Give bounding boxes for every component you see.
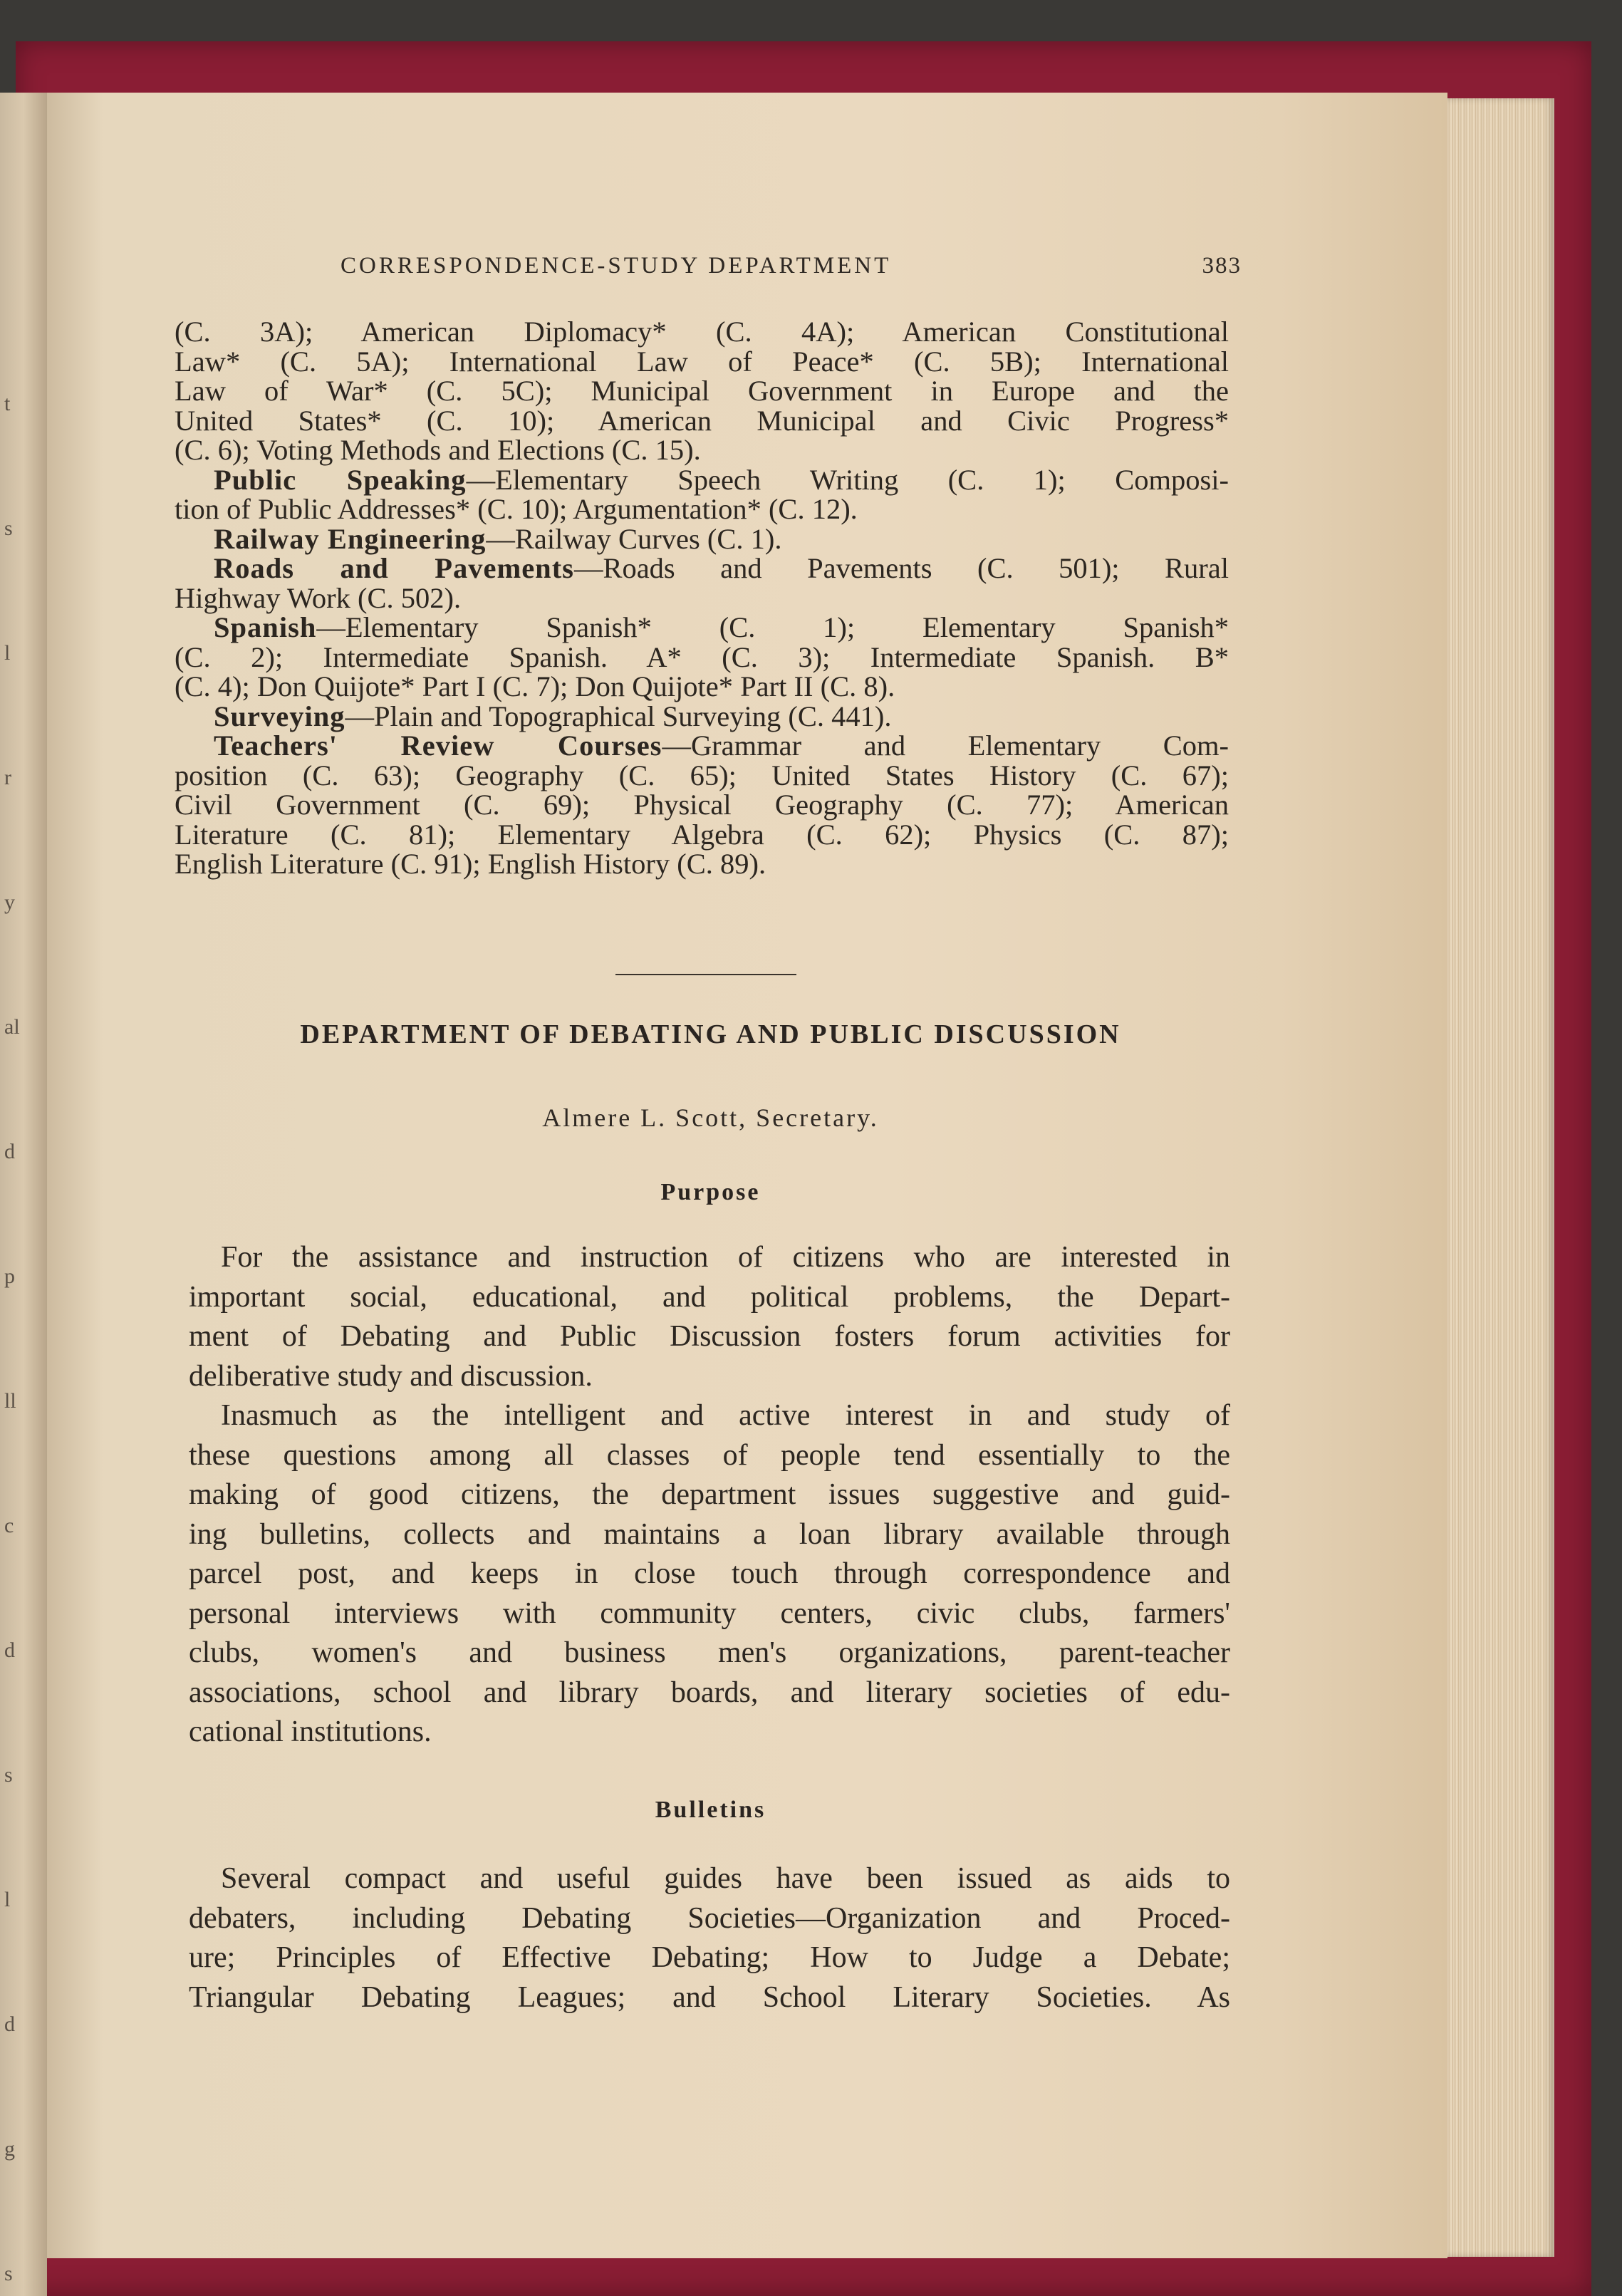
course-text: —Railway Curves (C. 1).: [486, 522, 782, 555]
course-subject: Railway Engineering: [214, 522, 487, 555]
course-text: (C. 4); Don Quijote* Part I (C. 7); Don Quijote* Part II (C. 8).: [175, 670, 895, 702]
course-text: Literature (C. 81); Elementary Algebra (C. 62); Physics (C. 87);: [175, 818, 1229, 851]
header-title: CORRESPONDENCE-STUDY DEPARTMENT: [340, 253, 892, 279]
section-divider: [615, 974, 796, 975]
facing-page-fragment: d: [4, 1140, 15, 1163]
facing-page-fragment: g: [4, 2137, 15, 2161]
course-line: [175, 465, 1229, 495]
course-text: —Plain and Topographical Surveying (C. 441).: [345, 700, 892, 732]
facing-page-fragment: c: [4, 1514, 14, 1537]
course-line: [175, 583, 1229, 613]
facing-page-fragment: t: [4, 392, 11, 415]
course-text: (C. 3A); American Diplomacy* (C. 4A); American Constitutional: [175, 316, 1229, 348]
purpose-line: important social, educational, and political problems, the Depart-: [189, 1280, 1230, 1314]
bulletins-line: Several compact and useful guides have been issued as aids to: [221, 1862, 1230, 1895]
course-subject: Surveying: [214, 700, 345, 732]
purpose-line: parcel post, and keeps in close touch through correspondence and: [189, 1557, 1230, 1590]
secretary-line: Almere L. Scott, Secretary.: [542, 1103, 879, 1132]
running-header: [340, 253, 1242, 279]
facing-page-fragment: ll: [4, 1389, 16, 1413]
facing-page-fragment: r: [4, 766, 11, 789]
purpose-line: ing bulletins, collects and maintains a loan library available through: [189, 1517, 1230, 1551]
purpose-line: associations, school and library boards, and literary societies of edu-: [189, 1676, 1230, 1709]
course-line: [175, 849, 1229, 879]
course-subject: Spanish: [214, 611, 317, 643]
bulletins-line: debaters, including Debating Societies—Organization and Proced-: [189, 1901, 1230, 1935]
facing-page-fragment: d: [4, 1638, 15, 1662]
course-line: [175, 317, 1229, 347]
bulletins-heading: Bulletins: [655, 1797, 766, 1823]
course-line: [175, 613, 1229, 643]
course-text: —Grammar and Elementary Com-: [662, 729, 1229, 762]
course-line: [175, 820, 1229, 850]
facing-page-fragment: l: [4, 641, 11, 665]
course-text: tion of Public Addresses* (C. 10); Argumentation* (C. 12).: [175, 493, 858, 525]
page-number: 383: [1202, 253, 1242, 279]
facing-page-fragment: y: [4, 890, 15, 914]
purpose-line: these questions among all classes of people tend essentially to the: [189, 1438, 1230, 1472]
course-subject: Public Speaking: [214, 463, 467, 496]
course-text: United States* (C. 10); American Municipal and Civic Progress*: [175, 404, 1229, 437]
department-title: DEPARTMENT OF DEBATING AND PUBLIC DISCUSSION: [300, 1019, 1121, 1049]
course-line: [175, 347, 1229, 377]
course-text: Law* (C. 5A); International Law of Peace* (C. 5B); International: [175, 345, 1229, 378]
purpose-line: For the assistance and instruction of citizens who are interested in: [221, 1241, 1230, 1274]
course-line: [175, 672, 1229, 702]
bulletins-body: [189, 1859, 1230, 2017]
facing-page-fragment: d: [4, 2012, 15, 2036]
course-line: [175, 494, 1229, 524]
facing-page-edge: [0, 93, 47, 2296]
course-line: [175, 376, 1229, 406]
course-line: [175, 554, 1229, 583]
course-text: English Literature (C. 91); English History (C. 89).: [175, 848, 766, 880]
course-subject: Roads and Pavements: [214, 552, 574, 584]
bulletins-line: ure; Principles of Effective Debating; How to Judge a Debate;: [189, 1941, 1230, 1974]
course-text: —Roads and Pavements (C. 501); Rural: [573, 552, 1229, 584]
purpose-line: ment of Debating and Public Discussion fosters forum activities for: [189, 1320, 1230, 1353]
course-line: [175, 790, 1229, 820]
course-text: (C. 6); Voting Methods and Elections (C. 15).: [175, 434, 701, 466]
course-line: [175, 524, 1229, 554]
purpose-body: [189, 1238, 1230, 1752]
course-text: (C. 2); Intermediate Spanish. A* (C. 3); Intermediate Spanish. B*: [175, 640, 1229, 673]
purpose-line: making of good citizens, the department issues suggestive and guid-: [189, 1478, 1230, 1511]
course-text: Civil Government (C. 69); Physical Geography (C. 77); American: [175, 789, 1229, 821]
page-edges: [1447, 98, 1554, 2257]
course-subject: Teachers' Review Courses: [214, 729, 662, 762]
course-line: [175, 435, 1229, 465]
course-line: [175, 761, 1229, 791]
course-line: [175, 731, 1229, 761]
purpose-line: personal interviews with community centers, civic clubs, farmers': [189, 1596, 1230, 1630]
purpose-heading: Purpose: [660, 1179, 761, 1205]
facing-page-fragment: p: [4, 1264, 15, 1288]
course-text: position (C. 63); Geography (C. 65); United States History (C. 67);: [175, 759, 1229, 791]
course-line: [175, 640, 1229, 673]
facing-page-fragment: al: [4, 1015, 20, 1039]
purpose-line: deliberative study and discussion.: [189, 1359, 593, 1393]
facing-page-fragment: s: [4, 516, 13, 540]
course-text: Highway Work (C. 502).: [175, 581, 462, 614]
facing-page-fragment: l: [4, 1888, 11, 1911]
course-line: [175, 406, 1229, 436]
purpose-line: clubs, women's and business men's organizations, parent-teacher: [189, 1636, 1230, 1669]
course-text: Law of War* (C. 5C); Municipal Government in Europe and the: [175, 375, 1229, 407]
purpose-line: Inasmuch as the intelligent and active interest in and study of: [221, 1399, 1230, 1432]
facing-page-fragment: s: [4, 2262, 13, 2285]
facing-page-fragment: s: [4, 1763, 13, 1787]
course-text: —Elementary Spanish* (C. 1); Elementary Spanish*: [316, 611, 1229, 643]
course-listing: [175, 317, 1229, 879]
bulletins-line: Triangular Debating Leagues; and School Literary Societies. As: [189, 1980, 1230, 2014]
course-line: [175, 702, 1229, 732]
course-text: —Elementary Speech Writing (C. 1); Composi-: [466, 463, 1230, 496]
purpose-line: cational institutions.: [189, 1715, 432, 1748]
